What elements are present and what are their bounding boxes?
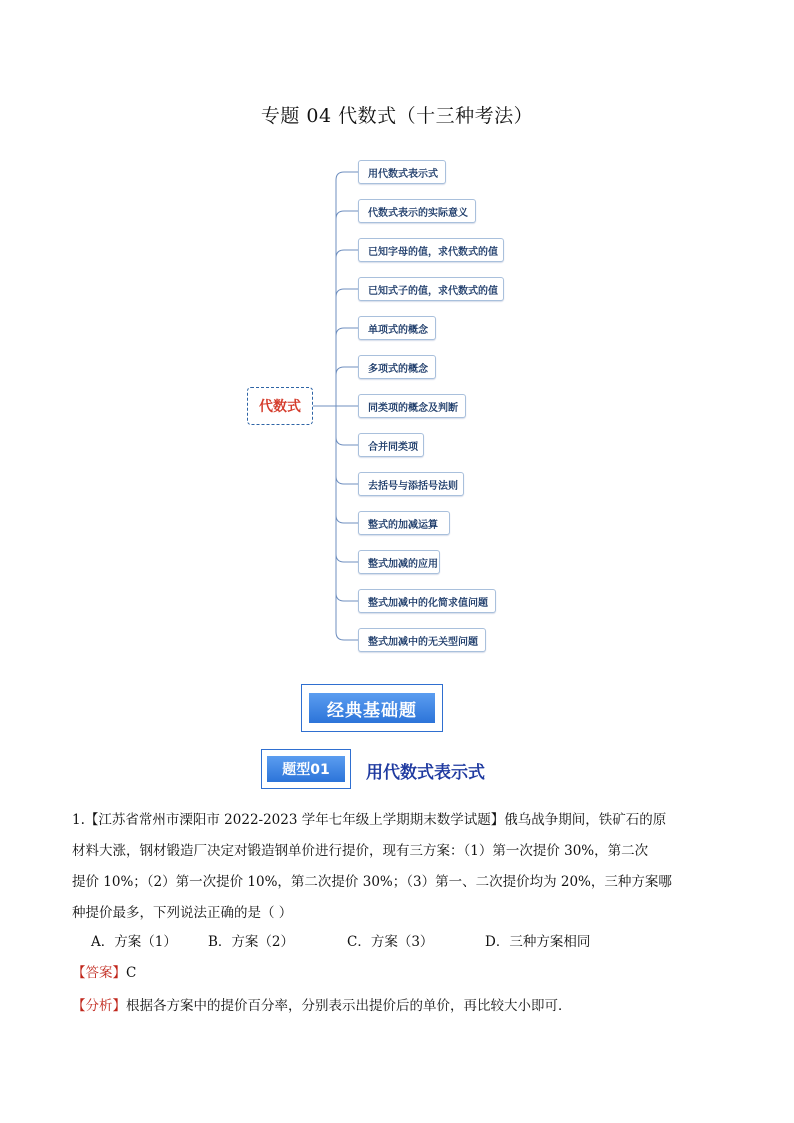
question-type-badge [261, 749, 351, 789]
answer-value: C [126, 965, 137, 981]
mindmap-branch: 去括号与添括号法则 [358, 472, 464, 496]
mindmap-branch: 合并同类项 [358, 433, 424, 457]
analysis-tag: 【分析】 [72, 998, 126, 1014]
mindmap-branch: 已知式子的值，求代数式的值 [358, 277, 504, 301]
question-line-3: 提价 10%；（2）第一次提价 10%，第二次提价 30%；（3）第一、二次提价均为 20%，三种方案哪 [72, 874, 672, 890]
option-c: C．方案（3） [347, 934, 434, 950]
mindmap-branch: 代数式表示的实际意义 [358, 199, 476, 223]
analysis-text: 根据各方案中的提价百分率，分别表示出提价后的单价，再比较大小即可． [126, 998, 572, 1014]
mindmap-branch: 整式加减中的无关型问题 [358, 628, 486, 652]
page-title: 专题 04 代数式（十三种考法） [260, 105, 534, 127]
mindmap-branch: 整式的加减运算 [358, 511, 450, 535]
mindmap-branch: 用代数式表示式 [358, 160, 446, 184]
mindmap-root: 代数式 [247, 387, 313, 425]
mindmap-branch: 同类项的概念及判断 [358, 394, 466, 418]
mindmap-branch: 整式加减中的化简求值问题 [358, 589, 496, 613]
mindmap-branch: 多项式的概念 [358, 355, 436, 379]
mindmap-branch: 整式加减的应用 [358, 550, 440, 574]
answer-line [72, 961, 136, 981]
mindmap-branch: 单项式的概念 [358, 316, 436, 340]
analysis-line [72, 994, 572, 1014]
question-line-4: 种提价最多，下列说法正确的是（ ） [72, 905, 293, 921]
answer-tag: 【答案】 [72, 965, 126, 981]
question-type-title: 用代数式表示式 [366, 763, 485, 783]
mindmap-branch: 已知字母的值，求代数式的值 [358, 238, 504, 262]
question-type-label: 题型01 [267, 756, 345, 782]
option-b: B．方案（2） [208, 934, 295, 950]
section-banner-label: 经典基础题 [309, 693, 435, 723]
option-d: D．三种方案相同 [485, 934, 591, 950]
option-a: A．方案（1） [91, 934, 177, 950]
question-line-2: 材料大涨，钢材锻造厂决定对锻造钢单价进行提价，现有三方案：（1）第一次提价 30%，第二次 [72, 843, 649, 859]
section-banner [301, 684, 443, 732]
question-line-1: 1.【江苏省常州市溧阳市 2022-2023 学年七年级上学期期末数学试题】俄乌战争期间，铁矿石的原 [72, 812, 667, 828]
